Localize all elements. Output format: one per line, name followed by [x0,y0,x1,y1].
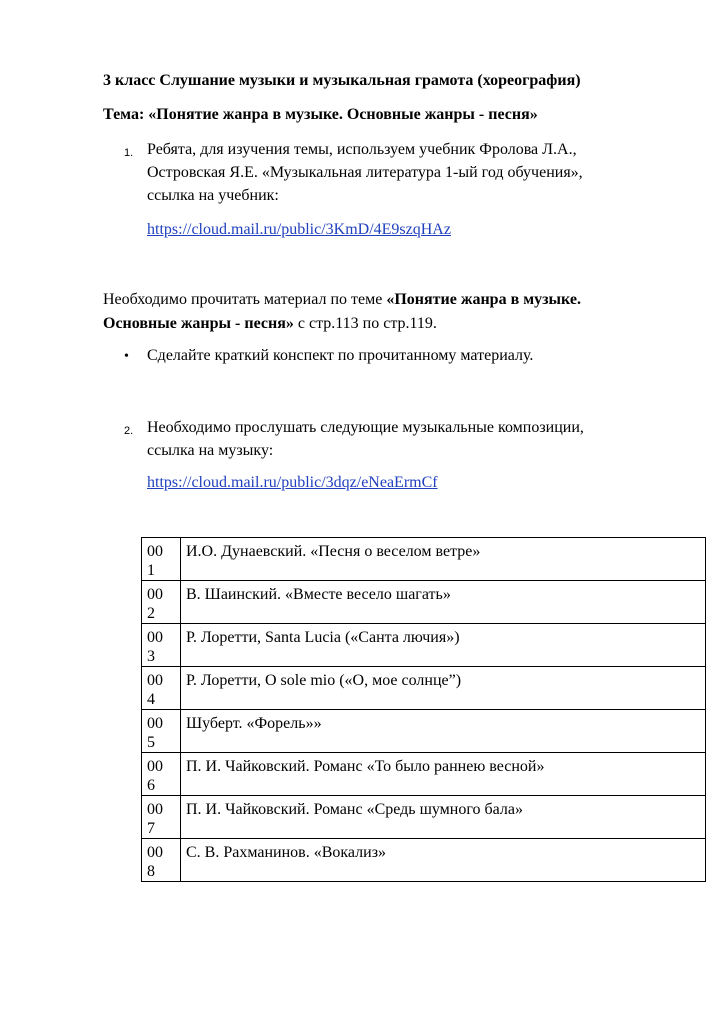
textbook-link[interactable]: https://cloud.mail.ru/public/3KmD/4E9szqHAz [147,221,451,238]
reading-pages: с стр.113 по стр.119. [293,315,437,332]
item-1-line-3: ссылка на учебник: [147,187,279,204]
tracks-table [141,537,706,882]
track-number [142,753,181,796]
track-number-line-1: 00 [147,801,163,818]
reading-line-2 [103,313,437,335]
table-row [142,753,706,796]
track-number [142,538,181,581]
track-title: П. И. Чайковский. Романс «То было раннею весной» [181,753,706,796]
item-2-line-2: ссылка на музыку: [147,442,274,459]
reading-topic-part-2: Основные жанры - песня» [103,315,294,332]
track-number-line-1: 00 [147,844,163,861]
table-row [142,581,706,624]
music-link[interactable]: https://cloud.mail.ru/public/3dqz/eNeaErmCf [147,474,438,491]
table-row [142,538,706,581]
track-number-line-1: 00 [147,543,163,560]
track-number [142,839,181,882]
track-title: Шуберт. «Форель»» [181,710,706,753]
track-number-line-2: 4 [147,691,155,708]
track-title: Р. Лоретти, Santa Lucia («Санта лючия») [181,624,706,667]
track-title: Р. Лоретти, O sole mio («О, мое солнце”) [181,667,706,710]
track-number-line-1: 00 [147,586,163,603]
table-row [142,624,706,667]
track-number-line-1: 00 [147,672,163,689]
track-title: И.О. Дунаевский. «Песня о веселом ветре» [181,538,706,581]
track-number [142,581,181,624]
class-title: 3 класс Слушание музыки и музыкальная грамота (хореография) [103,72,581,89]
reading-prefix: Необходимо прочитать материал по теме [103,291,387,308]
track-number-line-2: 1 [147,562,155,579]
track-number [142,624,181,667]
track-number-line-1: 00 [147,715,163,732]
track-number-line-2: 5 [147,734,155,751]
track-number [142,667,181,710]
bullet-icon: • [124,349,129,364]
track-number-line-2: 8 [147,863,155,880]
track-number-line-2: 3 [147,648,155,665]
track-number-line-1: 00 [147,629,163,646]
track-title: С. В. Рахманинов. «Вокализ» [181,839,706,882]
track-number [142,796,181,839]
track-number-line-2: 2 [147,605,155,622]
item-1-number: 1. [124,147,134,159]
track-title: П. И. Чайковский. Романс «Средь шумного бала» [181,796,706,839]
track-number-line-1: 00 [147,758,163,775]
table-row [142,710,706,753]
item-2-line-1: Необходимо прослушать следующие музыкальные композиции, [147,419,584,436]
table-row [142,839,706,882]
table-row [142,796,706,839]
item-1-line-1: Ребята, для изучения темы, используем учебник Фролова Л.А., [147,141,577,158]
topic-title: Тема: «Понятие жанра в музыке. Основные жанры - песня» [103,106,538,123]
reading-line-1 [103,289,581,311]
track-title: В. Шаинский. «Вместе весело шагать» [181,581,706,624]
track-number-line-2: 6 [147,777,155,794]
track-number-line-2: 7 [147,820,155,837]
item-1-line-2: Островская Я.Е. «Музыкальная литература 1-ый год обучения», [147,164,583,181]
track-number [142,710,181,753]
bullet-text: Сделайте краткий конспект по прочитанному материалу. [147,347,534,364]
item-2-number: 2. [124,425,134,437]
table-row [142,667,706,710]
reading-topic-part-1: «Понятие жанра в музыке. [386,291,581,308]
